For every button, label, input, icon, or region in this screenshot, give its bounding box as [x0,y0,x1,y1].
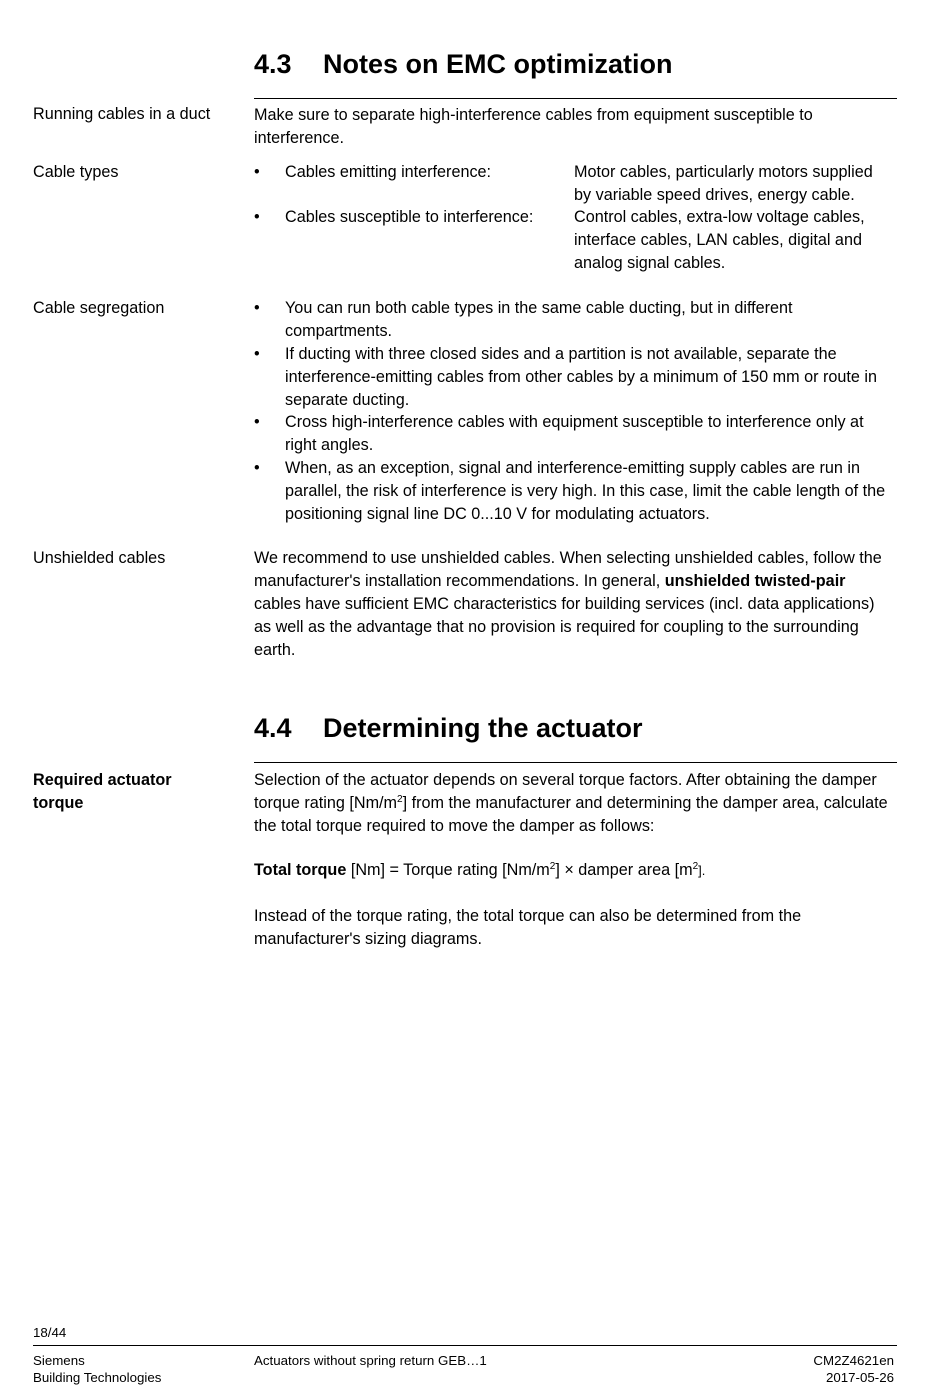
footer-company [33,1352,161,1386]
bullet: • [254,345,260,363]
torque-text-a: Selection of the actuator depends on several torque factors. After obtaining the damper torque rating [Nm/m [254,771,877,812]
segregation-item: When, as an exception, signal and interference-emitting supply cables are run in parallel, the risk of interference is very high. In this case, limit the cable length of the positioning signal line DC 0...10 V for modulating actuators. [285,459,886,523]
footer-doc [813,1352,894,1386]
side-label-required: Required actuator torque [33,771,172,812]
page-number: 18/44 [33,1325,67,1340]
formula-mid: = Torque rating [Nm/m [389,861,550,879]
torque-formula [254,859,894,882]
unshielded-text [254,547,894,662]
cable-type-value: Control cables, extra-low voltage cables, interface cables, LAN cables, digital and analog signal cables. [574,208,865,272]
company-name: Siemens [33,1353,85,1368]
section-heading-4-4 [254,712,643,744]
unshielded-pre: We recommend to use unshielded cables. When selecting unshielded cables, follow the manufacturer's installation recommendations. In general, [254,549,882,590]
section-number: 4.4 [254,713,292,743]
formula-bold: Total torque [254,861,347,879]
formula-end: ]. [698,863,706,878]
segregation-item: Cross high-interference cables with equipment susceptible to interference only at right angles. [285,413,864,454]
torque-text-b: ] from the manufacturer and determining the damper area, calculate the total torque required to move the damper as follows: [254,794,888,835]
formula-mid2: ] × damper area [m [555,861,693,879]
side-label-types: Cable types [33,163,119,181]
section-number: 4.3 [254,49,292,79]
company-division: Building Technologies [33,1370,162,1385]
side-label-segregation: Cable segregation [33,299,165,317]
formula-unit: [Nm] [350,861,385,879]
bullet: • [254,299,260,317]
footer-rule [33,1345,897,1346]
torque-paragraph [254,769,894,838]
section-rule [254,762,897,763]
superscript: 2 [692,861,699,872]
section-title: Notes on EMC optimization [323,49,673,79]
section-title: Determining the actuator [323,713,643,743]
footer-product: Actuators without spring return GEB…1 [254,1353,487,1368]
side-label-running: Running cables in a duct [33,105,211,123]
side-label-unshielded: Unshielded cables [33,549,166,567]
unshielded-post: cables have sufficient EMC characteristics for building services (incl. data applications) as well as the advantage that no provision is required for coupling to the surrounding earth. [254,595,875,659]
doc-date: 2017-05-26 [825,1370,894,1385]
cable-type-label: Cables emitting interference: [285,163,492,181]
segregation-item: You can run both cable types in the same cable ducting, but in different compartments. [285,299,793,340]
superscript: 2 [549,861,556,872]
unshielded-bold: unshielded twisted-pair [664,572,846,590]
cable-type-value: Motor cables, particularly motors supplied by variable speed drives, energy cable. [574,163,873,204]
running-text: Make sure to separate high-interference cables from equipment susceptible to interference. [254,106,813,147]
bullet: • [254,208,260,226]
section-rule [254,98,897,99]
bullet: • [254,459,260,477]
cable-type-label: Cables susceptible to interference: [285,208,534,226]
superscript: 2 [397,794,403,805]
bullet: • [254,163,260,181]
doc-number: CM2Z4621en [813,1353,894,1368]
torque-paragraph-3: Instead of the torque rating, the total torque can also be determined from the manufacturer's sizing diagrams. [254,907,802,948]
section-heading-4-3 [254,48,672,80]
segregation-item: If ducting with three closed sides and a partition is not available, separate the interference-emitting cables from other cables by a minimum of 150 mm or route in separate ducting. [285,345,877,409]
bullet: • [254,413,260,431]
